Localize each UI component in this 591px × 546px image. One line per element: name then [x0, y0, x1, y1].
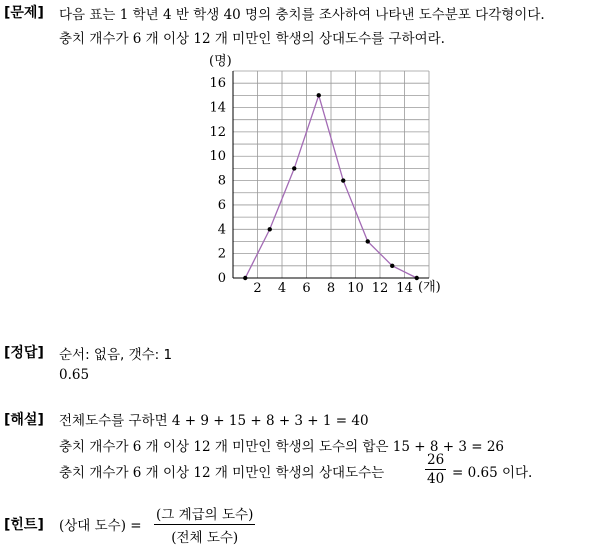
- solution-tag: [해설]: [4, 412, 44, 428]
- y-tick-label: 8: [217, 173, 226, 189]
- y-tick-label: 14: [209, 100, 226, 116]
- solution-line3-suffix: = 0.65 이다.: [452, 465, 533, 481]
- data-point: [366, 239, 370, 243]
- frequency-polygon-chart: [200, 50, 450, 300]
- data-point: [390, 264, 394, 268]
- hint-fraction: [154, 503, 255, 546]
- answer-text-line1: 순서: 없음, 갯수: 1: [59, 347, 173, 363]
- y-tick-label: 4: [217, 222, 226, 238]
- hint-fraction-numerator: (그 계급의 도수): [154, 503, 255, 525]
- data-point: [341, 178, 345, 182]
- solution-fraction-denominator: 40: [427, 471, 445, 487]
- x-tick-label: 4: [277, 281, 287, 296]
- solution-fraction: [425, 452, 446, 487]
- data-point: [268, 227, 272, 231]
- problem-text-line1: 다음 표는 1 학년 4 반 학생 40 명의 충치를 조사하여 나타낸 도수분포 다각형이다.: [59, 7, 545, 23]
- data-point: [292, 166, 296, 170]
- solution-text-line2: 충치 개수가 6 개 이상 12 개 미만인 학생의 도수의 합은 15 + 8 + 3 = 26: [59, 439, 505, 455]
- x-tick-label: 6: [302, 281, 311, 296]
- y-tick-labels: [209, 76, 226, 286]
- x-axis-label: (개): [418, 280, 441, 295]
- x-tick-label: 12: [371, 281, 389, 296]
- x-tick-labels: [253, 281, 412, 296]
- answer-text-line2: 0.65: [59, 367, 90, 383]
- chart-grid: [233, 71, 429, 278]
- solution-text-line1: 전체도수를 구하면 4 + 9 + 15 + 8 + 3 + 1 = 40: [59, 413, 369, 429]
- y-tick-label: 12: [209, 124, 226, 140]
- y-tick-label: 10: [209, 149, 226, 165]
- y-axis-label: (명): [209, 54, 232, 69]
- x-tick-label: 8: [326, 281, 336, 296]
- hint-tag: [힌트]: [4, 517, 44, 533]
- data-point: [243, 276, 247, 280]
- problem-tag: [문제]: [4, 5, 44, 21]
- y-tick-label: 0: [217, 271, 226, 286]
- hint-fraction-denominator: (전체 도수): [171, 530, 239, 546]
- hint-lhs: (상대 도수) =: [59, 518, 142, 534]
- y-tick-label: 2: [217, 246, 226, 262]
- x-tick-label: 10: [347, 281, 364, 296]
- x-tick-label: 2: [253, 281, 262, 296]
- solution-text-line3: [59, 461, 384, 481]
- x-tick-label: 14: [396, 281, 413, 296]
- y-tick-label: 16: [209, 76, 226, 92]
- solution-fraction-numerator: 26: [427, 452, 445, 468]
- data-point: [317, 93, 321, 97]
- y-tick-label: 6: [217, 197, 226, 213]
- problem-text-line2: 충치 개수가 6 개 이상 12 개 미만인 학생의 상대도수를 구하여라.: [59, 31, 445, 47]
- answer-tag: [정답]: [4, 345, 44, 361]
- solution-line3-prefix: 충치 개수가 6 개 이상 12 개 미만인 학생의 상대도수는: [59, 465, 385, 481]
